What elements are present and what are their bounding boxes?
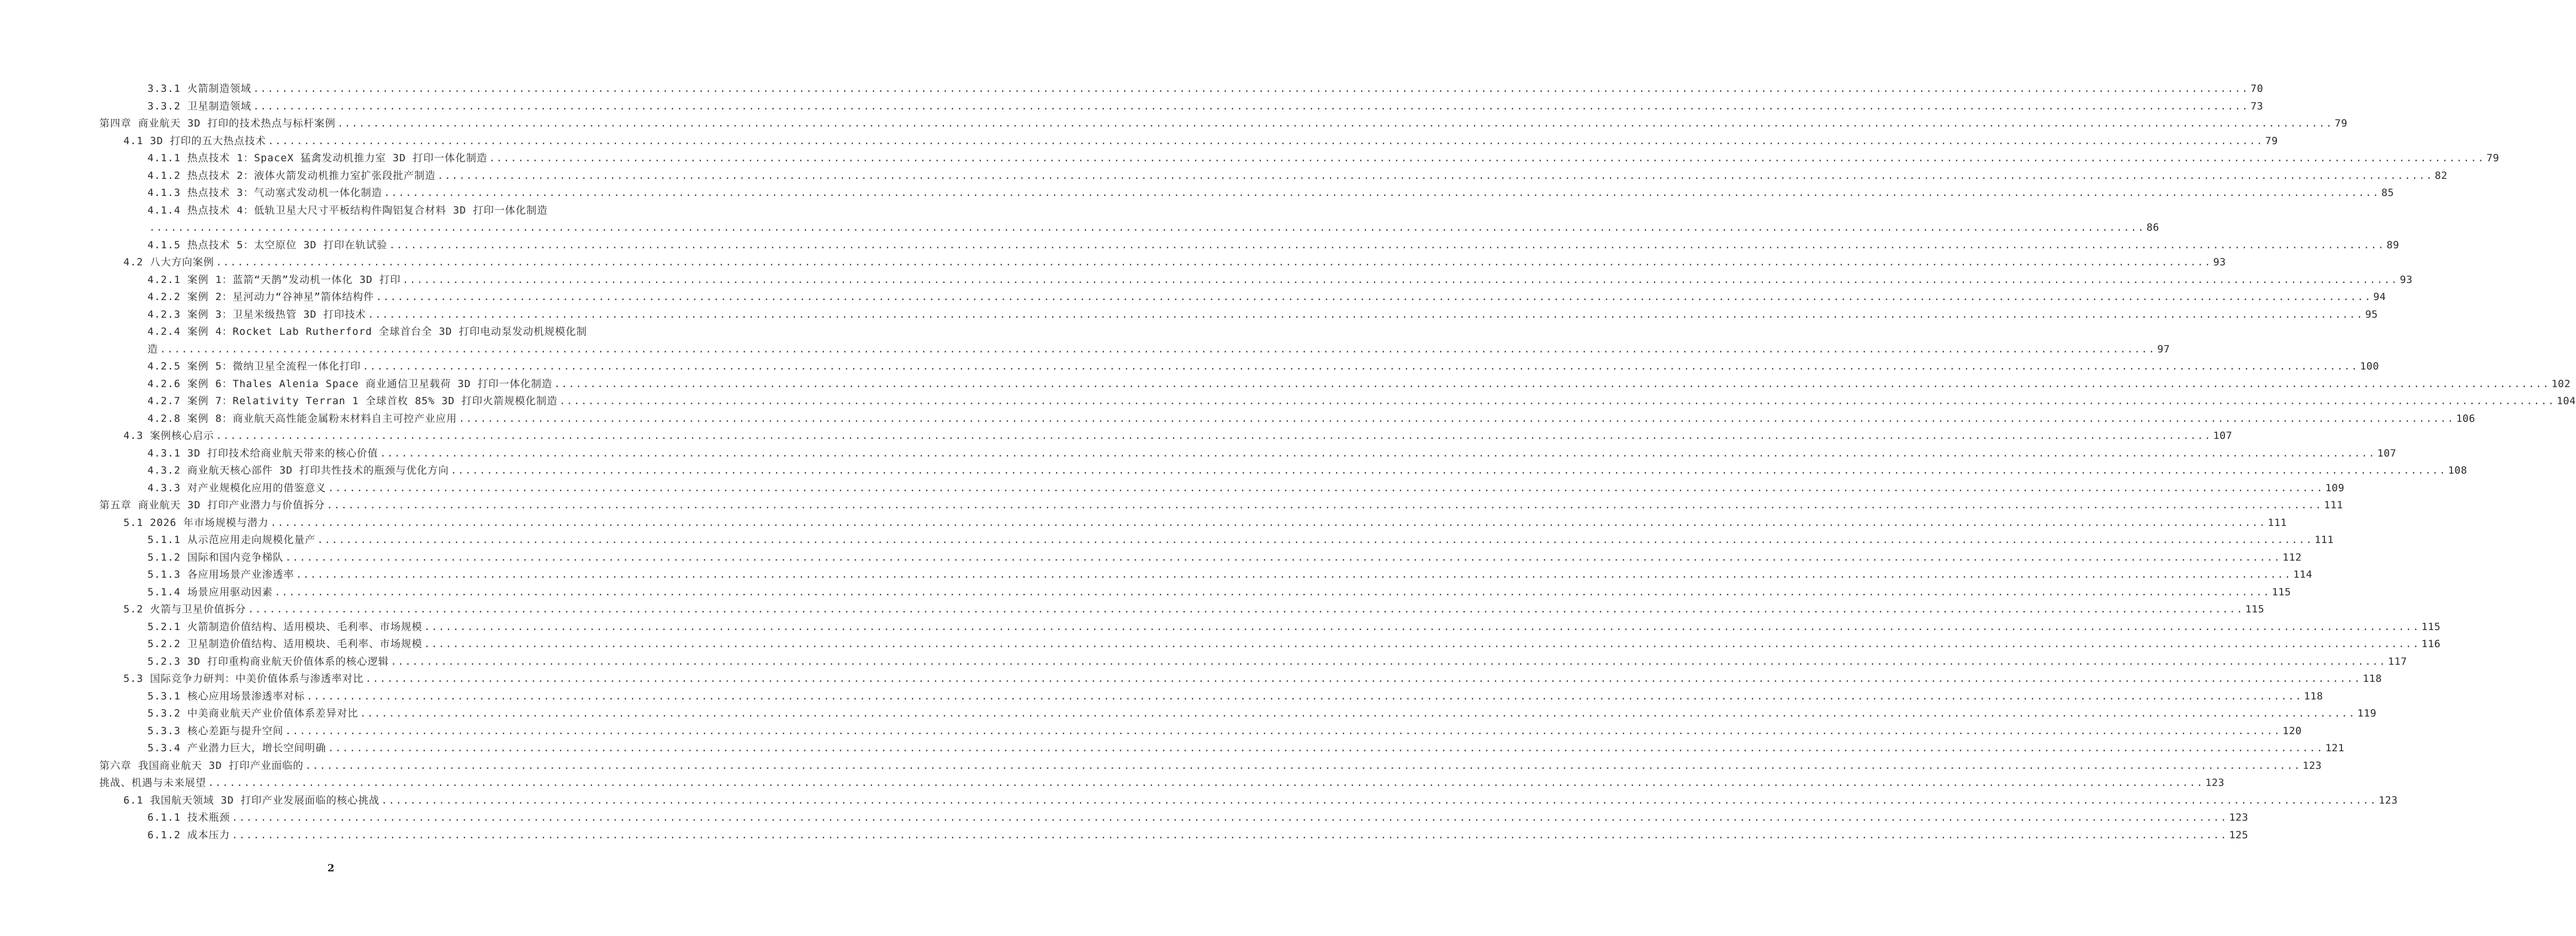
toc-entry[interactable]	[99, 237, 2400, 254]
toc-entry-line	[147, 237, 2400, 254]
toc-entry[interactable]	[99, 670, 2382, 688]
dot-leader	[328, 740, 2324, 757]
toc-entry[interactable]	[99, 306, 2378, 324]
dot-leader	[450, 462, 2446, 479]
dot-leader	[424, 635, 2420, 653]
dot-leader	[363, 358, 2359, 375]
toc-entry-page: 119	[2357, 707, 2377, 719]
toc-entry[interactable]	[99, 497, 2344, 514]
toc-entry-line	[147, 323, 587, 341]
toc-entry-page: 115	[2245, 603, 2265, 615]
dot-leader	[160, 341, 2156, 358]
toc-entry[interactable]	[99, 167, 2448, 185]
toc-entry-line	[147, 80, 2263, 98]
toc-entry[interactable]	[99, 635, 2441, 653]
toc-entry-title: 4.1 3D 打印的五大热点技术	[123, 135, 267, 147]
dot-leader	[307, 688, 2302, 705]
toc-entry-title: 5.2.3 3D 打印重构商业航天价值体系的核心逻辑	[147, 655, 389, 667]
dot-leader	[296, 566, 2292, 584]
toc-entry[interactable]	[99, 427, 2232, 445]
toc-entry-line	[147, 827, 2249, 844]
toc-entry-title: 3.3.1 火箭制造领域	[147, 83, 252, 95]
toc-entry-page: 106	[2456, 412, 2476, 424]
toc-entry[interactable]	[99, 445, 2397, 462]
toc-entry-title: 4.3.1 3D 打印技术给商业航天带来的核心价值	[147, 447, 378, 459]
toc-entry-line	[147, 184, 2394, 202]
toc-entry[interactable]	[99, 757, 2322, 775]
toc-entry-page: 107	[2377, 447, 2397, 459]
dot-leader	[380, 445, 2376, 462]
toc-entry-page: 112	[2282, 551, 2302, 563]
toc-entry-page: 121	[2325, 742, 2345, 754]
toc-entry-page: 123	[2229, 812, 2249, 823]
toc-entry-title: 5.1.3 各应用场景产业渗透率	[147, 569, 294, 580]
toc-entry[interactable]	[99, 740, 2345, 757]
toc-entry-title: 4.2.3 案例 3：卫星米级热管 3D 打印技术	[147, 308, 366, 320]
toc-entry[interactable]	[99, 722, 2302, 740]
toc-entry-line	[99, 774, 2224, 792]
toc-entry-title: 5.3 国际竞争力研判：中美价值体系与渗透率对比	[123, 673, 364, 685]
toc-entry-page: 117	[2388, 655, 2407, 667]
toc-entry-page: 107	[2213, 430, 2232, 442]
toc-entry-line	[147, 566, 2313, 584]
toc-entry[interactable]	[99, 202, 559, 219]
dot-leader	[368, 306, 2363, 324]
toc-entry-page: 109	[2325, 482, 2345, 494]
toc-entry-page: 93	[2400, 273, 2413, 286]
toc-entry-title: 4.3.3 对产业规模化应用的借鉴意义	[147, 482, 326, 494]
toc-entry-page: 102	[2551, 377, 2571, 390]
toc-entry-line	[147, 705, 2377, 722]
toc-entry[interactable]	[99, 566, 2313, 584]
toc-entry[interactable]	[99, 271, 2413, 289]
dot-leader	[326, 497, 2322, 514]
toc-entry-page: 85	[2381, 187, 2394, 199]
toc-entry-page: 79	[2265, 135, 2278, 147]
toc-entry-title: 4.1.3 热点技术 3：气动塞式发动机一体化制造	[147, 187, 383, 199]
toc-entry-line	[147, 288, 2386, 306]
dot-leader	[232, 827, 2228, 844]
toc-entry-title: 第四章 商业航天 3D 打印的技术热点与标杆案例	[99, 117, 336, 129]
toc-entry-title: 4.2.6 案例 6：Thales Alenia Space 商业通信卫星载荷 3D 打印一体化制造	[147, 377, 553, 390]
toc-entry-page: 97	[2157, 343, 2170, 355]
toc-entry-line	[147, 392, 2576, 410]
toc-entry-title: 6.1 我国航天领域 3D 打印产业发展面临的核心挑战	[123, 794, 380, 806]
dot-leader	[389, 237, 2385, 254]
toc-entry-page: 123	[2302, 759, 2322, 772]
toc-entry-page: 79	[2486, 152, 2500, 164]
toc-entry-line	[147, 375, 2571, 393]
dot-leader	[216, 254, 2212, 271]
dot-leader	[149, 219, 2145, 237]
toc-entry-page: 116	[2421, 638, 2441, 650]
dot-leader	[253, 80, 2249, 98]
toc-entry-line	[147, 722, 2302, 740]
dot-leader	[253, 98, 2249, 115]
toc-entry-line	[123, 601, 2265, 618]
toc-entry-line	[147, 809, 2249, 827]
dot-leader	[559, 392, 2555, 410]
toc-entry-page: 111	[2314, 534, 2334, 546]
toc-entry-line	[147, 202, 559, 219]
dot-leader	[285, 722, 2281, 740]
toc-entry[interactable]	[99, 653, 2407, 671]
dot-leader	[305, 757, 2301, 775]
toc-entry-line	[99, 497, 2344, 514]
toc-entry[interactable]	[99, 584, 2291, 601]
toc-entry-title: 4.2.2 案例 2：星河动力“谷神星”箭体结构件	[147, 291, 374, 303]
toc-entry-page: 70	[2250, 83, 2263, 95]
toc-entry[interactable]	[99, 479, 2345, 497]
toc-entry[interactable]	[99, 688, 2323, 705]
toc-entry[interactable]	[99, 410, 2476, 428]
toc-entry-line	[147, 271, 2413, 289]
toc-entry[interactable]	[99, 392, 2576, 410]
toc-entry-page: 94	[2373, 291, 2386, 303]
dot-leader	[391, 653, 2386, 671]
toc-entry-title: 4.3.2 商业航天核心部件 3D 打印共性技术的瓶颈与优化方向	[147, 465, 449, 476]
toc-entry-title: 4.2.8 案例 8：商业航天高性能金属粉末材料自主可控产业应用	[147, 412, 457, 424]
toc-entry-title: 5.3.1 核心应用场景渗透率对标	[147, 690, 305, 702]
dot-leader	[232, 809, 2228, 827]
toc-entry-page: 125	[2229, 829, 2249, 841]
dot-leader	[216, 427, 2212, 445]
dot-leader	[459, 410, 2455, 428]
toc-entry-title: 5.3.2 中美商业航天产业价值体系差异对比	[147, 707, 358, 719]
toc-entry[interactable]	[99, 549, 2302, 567]
toc-entry-page: 120	[2282, 725, 2302, 737]
toc-entry-page: 115	[2271, 586, 2291, 598]
toc-entry-title: 5.1.1 从示范应用走向规模化量产	[147, 534, 316, 546]
toc-entry-title: 5.1.4 场景应用驱动因素	[147, 586, 273, 598]
dot-leader	[376, 288, 2371, 306]
toc-entry-title: 4.2.7 案例 7：Relativity Terran 1 全球首枚 85% 3D 打印火箭规模化制造	[147, 395, 558, 407]
dot-leader	[285, 549, 2281, 567]
toc-entry-title: 第六章 我国商业航天 3D 打印产业面临的	[99, 759, 304, 772]
toc-entry-page: 108	[2448, 465, 2468, 476]
toc-entry-page: 79	[2335, 117, 2348, 129]
toc-entry[interactable]	[99, 132, 2278, 150]
toc-entry[interactable]	[99, 323, 587, 341]
toc-entry-title: 5.3.4 产业潜力巨大，增长空间明确	[147, 742, 326, 754]
toc-entry[interactable]	[99, 184, 2394, 202]
toc-entry-title: 6.1.2 成本压力	[147, 829, 230, 841]
toc-entry-line	[147, 549, 2302, 567]
toc-entry-line	[147, 358, 2379, 375]
toc-entry[interactable]	[99, 375, 2571, 393]
toc-entry[interactable]	[99, 254, 2226, 271]
toc-entry-title: 5.3.3 核心差距与提升空间	[147, 725, 284, 737]
toc-entry-page: 82	[2434, 169, 2448, 182]
toc-entry-page: 95	[2365, 308, 2378, 320]
toc-entry-line	[99, 757, 2322, 775]
toc-entry-line	[147, 688, 2323, 705]
toc-entry-line	[147, 653, 2407, 671]
toc-entry-page: 86	[2146, 222, 2159, 233]
toc-entry[interactable]	[99, 514, 2287, 532]
toc-entry-page: 89	[2386, 239, 2400, 251]
toc-entry-line	[147, 306, 2378, 324]
toc-entry-title: 5.2 火箭与卫星价值拆分	[123, 603, 246, 615]
dot-leader	[489, 150, 2485, 167]
toc-entry[interactable]	[99, 809, 2249, 827]
toc-entry-title: 4.2.1 案例 1：蓝箭“天鹊”发动机一体化 3D 打印	[147, 273, 401, 286]
toc-entry-title: 第五章 商业航天 3D 打印产业潜力与价值拆分	[99, 499, 325, 511]
toc-entry-title: 4.2 八大方向案例	[123, 256, 214, 268]
toc-entry-line	[147, 584, 2291, 601]
toc-entry-page: 73	[2250, 100, 2263, 112]
toc-entry-title: 4.1.4 热点技术 4：低轨卫星大尺寸平板结构件陶铝复合材料 3D 打印一体化制造	[147, 204, 548, 216]
toc-entry-line	[147, 635, 2441, 653]
toc-entry-title: 5.1 2026 年市场规模与潜力	[123, 516, 269, 529]
toc-entry-title: 5.2.1 火箭制造价值结构、适用模块、毛利率、市场规模	[147, 620, 423, 633]
toc-entry-line	[147, 410, 2476, 428]
toc-entry-line	[123, 514, 2287, 532]
dot-leader	[438, 167, 2433, 185]
toc-entry[interactable]	[99, 774, 2224, 792]
toc-entry-line	[147, 462, 2468, 479]
toc-entry-line	[147, 150, 2500, 167]
toc-entry[interactable]	[99, 705, 2377, 722]
page-number: 2	[327, 862, 335, 874]
dot-leader	[365, 670, 2361, 688]
toc-entry-page: 104	[2556, 395, 2576, 407]
toc-entry[interactable]	[99, 358, 2379, 375]
dot-leader	[270, 514, 2266, 532]
dot-leader	[337, 115, 2333, 132]
toc-entry[interactable]	[99, 601, 2265, 618]
toc-entry-title: 4.1.1 热点技术 1：SpaceX 猛禽发动机推力室 3D 打印一体化制造	[147, 152, 488, 164]
toc-entry-line	[123, 132, 2278, 150]
toc-entry-page: 118	[2362, 673, 2382, 685]
toc-entry-line	[147, 219, 2159, 237]
toc-entry-title: 6.1.1 技术瓶颈	[147, 812, 230, 823]
dot-leader	[208, 774, 2204, 792]
toc-entry-title: 挑战、机遇与未来展望	[99, 777, 207, 789]
toc-entry[interactable]	[99, 462, 2468, 479]
toc-entry[interactable]	[99, 80, 2263, 98]
toc-entry[interactable]	[99, 115, 2348, 132]
toc-entry-page: 93	[2213, 256, 2226, 268]
table-of-contents	[99, 80, 2576, 844]
toc-entry-title: 5.1.2 国际和国内竞争梯队	[147, 551, 284, 563]
toc-entry[interactable]	[99, 219, 2159, 237]
toc-entry-line	[123, 427, 2232, 445]
toc-entry-line	[147, 531, 2334, 549]
dot-leader	[248, 601, 2244, 618]
toc-entry-page: 123	[2378, 794, 2398, 806]
toc-entry-title: 4.2.4 案例 4：Rocket Lab Rutherford 全球首台全 3D 打印电动泵发动机规模化制	[147, 326, 587, 337]
toc-entry-title: 5.2.2 卫星制造价值结构、适用模块、毛利率、市场规模	[147, 638, 423, 650]
toc-entry-line	[123, 254, 2226, 271]
toc-entry-title: 4.1.5 热点技术 5：太空原位 3D 打印在轨试验	[147, 239, 388, 251]
toc-entry[interactable]	[99, 618, 2441, 636]
toc-entry[interactable]	[99, 827, 2249, 844]
toc-entry-page: 115	[2421, 620, 2441, 633]
toc-entry[interactable]	[99, 341, 2170, 358]
toc-entry-page: 114	[2293, 569, 2313, 580]
dot-leader	[275, 584, 2270, 601]
dot-leader	[360, 705, 2356, 722]
dot-leader	[554, 375, 2550, 393]
toc-entry[interactable]	[99, 98, 2263, 115]
toc-entry-title: 3.3.2 卫星制造领域	[147, 100, 252, 112]
toc-entry-line	[123, 670, 2382, 688]
dot-leader	[381, 792, 2377, 809]
dot-leader	[402, 271, 2398, 289]
toc-entry[interactable]	[99, 531, 2334, 549]
toc-entry-line	[147, 167, 2448, 185]
toc-entry[interactable]	[99, 150, 2500, 167]
dot-leader	[317, 531, 2313, 549]
dot-leader	[384, 184, 2380, 202]
toc-entry[interactable]	[99, 288, 2386, 306]
toc-entry-line	[147, 740, 2345, 757]
toc-entry-line	[147, 445, 2397, 462]
toc-entry-title: 4.1.2 热点技术 2：液体火箭发动机推力室扩张段批产制造	[147, 169, 436, 182]
toc-entry-page: 111	[2268, 516, 2287, 529]
toc-entry-page: 123	[2205, 777, 2224, 789]
toc-entry-page: 100	[2360, 360, 2379, 372]
toc-entry-line	[99, 115, 2348, 132]
dot-leader	[268, 132, 2263, 150]
toc-entry-title: 4.3 案例核心启示	[123, 430, 214, 442]
dot-leader	[424, 618, 2420, 636]
dot-leader	[328, 479, 2324, 497]
toc-entry-title: 造	[147, 343, 159, 355]
toc-entry-page: 118	[2304, 690, 2323, 702]
toc-entry-title: 4.2.5 案例 5：微纳卫星全流程一体化打印	[147, 360, 361, 372]
toc-entry-line	[147, 618, 2441, 636]
toc-entry[interactable]	[99, 792, 2398, 809]
toc-entry-page: 111	[2324, 499, 2344, 511]
toc-entry-line	[147, 341, 2170, 358]
toc-entry-line	[147, 98, 2263, 115]
toc-entry-line	[147, 479, 2345, 497]
toc-entry-line	[123, 792, 2398, 809]
